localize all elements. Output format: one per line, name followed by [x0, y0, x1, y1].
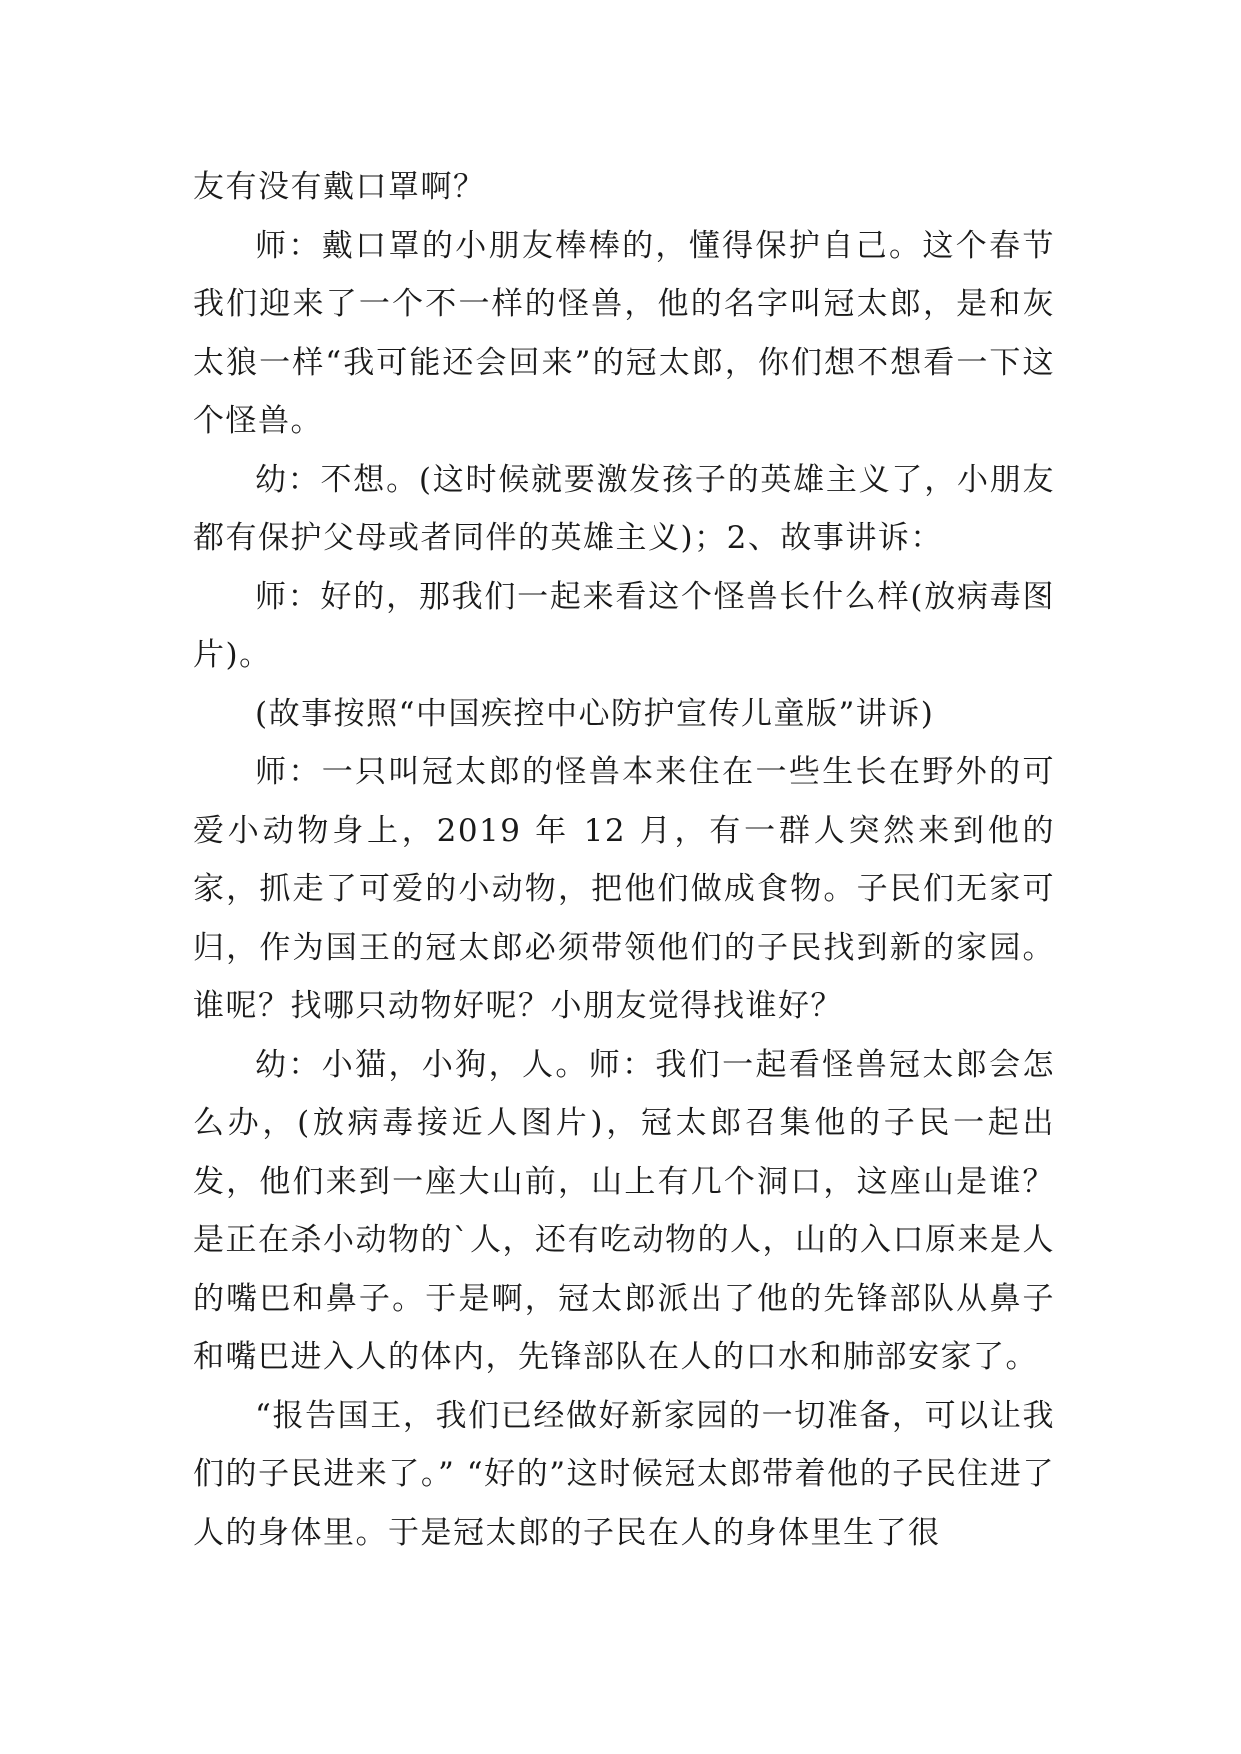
- paragraph-teacher-story: 师：一只叫冠太郎的怪兽本来住在一些生长在野外的可爱小动物身上，2019 年 12 月，有一群人突然来到他的家，抓走了可爱的小动物，把他们做成食物。子民们无家可归，作为国王的冠太郎必须带领他们的子民找到新的家园。谁呢？找哪只动物好呢？小朋友觉得找谁好？: [193, 754, 1055, 1024]
- paragraph-continuation: 友有没有戴口罩啊？: [193, 169, 486, 205]
- paragraph-teacher-masks: 师：戴口罩的小朋友棒棒的，懂得保护自己。这个春节我们迎来了一个不一样的怪兽，他的名字叫冠太郎，是和灰太狼一样“我可能还会回来”的冠太郎，你们想不想看一下这个怪兽。: [193, 227, 1055, 439]
- paragraph-child-no: 幼：不想。(这时候就要激发孩子的英雄主义了，小朋友都有保护父母或者同伴的英雄主义)；2、故事讲诉：: [193, 461, 1055, 556]
- body-text: [193, 158, 1055, 1562]
- paragraph-report: “报告国王，我们已经做好新家园的一切准备，可以让我们的子民进来了。” “好的”这时候冠太郎带着他的子民住进了人的身体里。于是冠太郎的子民在人的身体里生了很: [193, 1397, 1055, 1551]
- paragraph-story-note: (故事按照“中国疾控中心防护宣传儿童版”讲诉): [255, 695, 935, 732]
- paragraph-child-answer: 幼：小猫，小狗，人。师：我们一起看怪兽冠太郎会怎么办，(放病毒接近人图片)，冠太郎召集他的子民一起出发，他们来到一座大山前，山上有几个洞口，这座山是谁？是正在杀小动物的`人，还有吃动物的人，山的入口原来是人的嘴巴和鼻子。于是啊，冠太郎派出了他的先锋部队从鼻子和嘴巴进入人的体内，先锋部队在人的口水和肺部安家了。: [193, 1046, 1055, 1375]
- paragraph-teacher-picture: 师：好的，那我们一起来看这个怪兽长什么样(放病毒图片)。: [193, 578, 1055, 673]
